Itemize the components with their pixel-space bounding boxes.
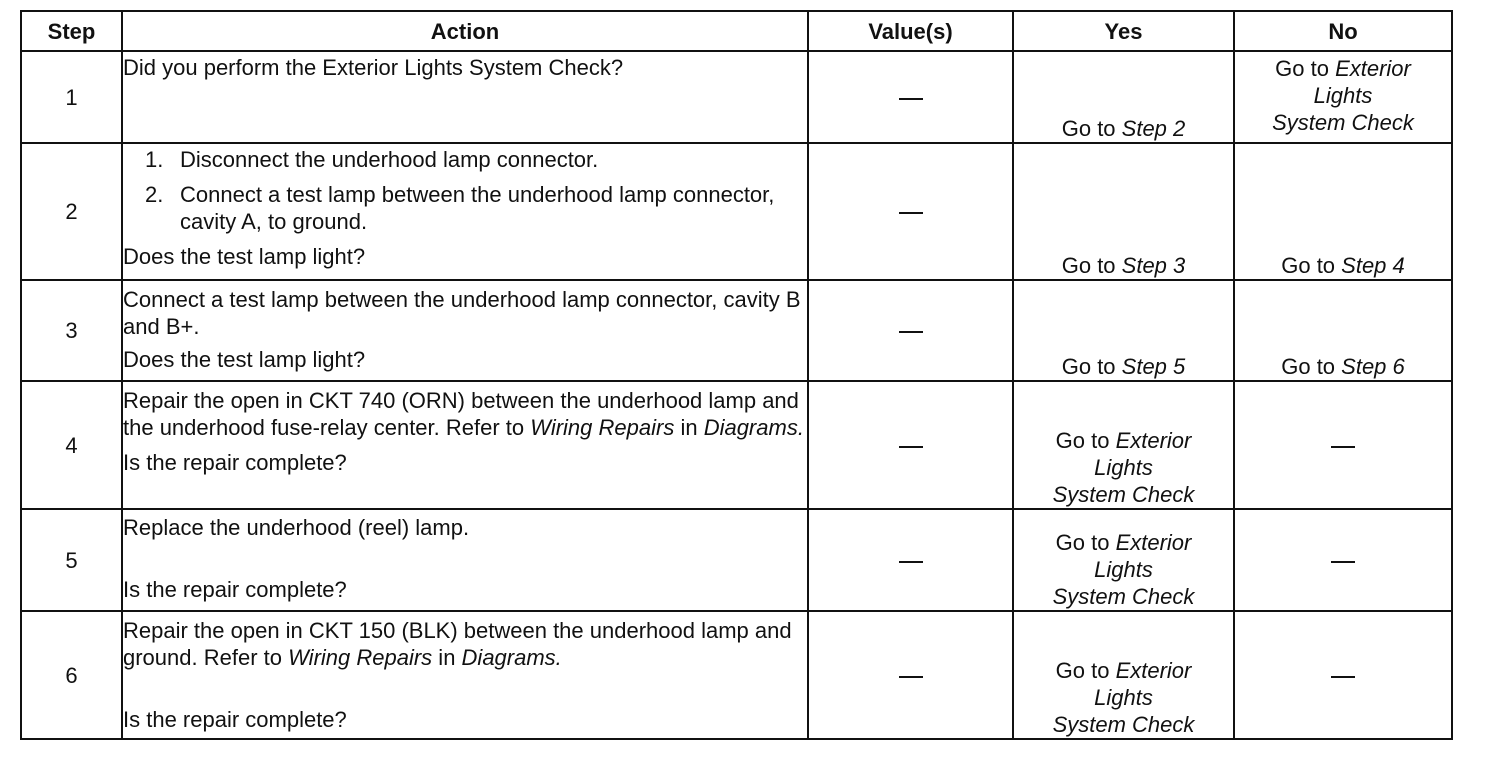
yes-link[interactable]: Step 2 [1121,116,1186,141]
yes-link-line1[interactable]: Exterior [1115,658,1192,683]
value-cell [808,51,1013,143]
value-cell [808,381,1013,509]
yes-cell[interactable] [1013,143,1234,280]
yes-prefix: Go to [1061,116,1122,141]
value-cell [808,509,1013,611]
no-cell [1234,509,1452,611]
no-prefix: Go to [1275,56,1336,81]
dash-mark [899,212,923,214]
dash-mark [899,331,923,333]
yes-link-line1[interactable]: Exterior [1115,530,1192,555]
table-row [21,143,1452,280]
action-text: Repair the open in CKT 150 (BLK) between the underhood lamp and ground. Refer to Wiring Repairs in Diagrams. [123,618,792,670]
no-cell[interactable] [1234,280,1452,381]
step-number: 1 [21,51,122,143]
yes-prefix: Go to [1055,530,1116,555]
dash-mark [1331,446,1355,448]
table-row [21,381,1452,509]
action-cell [122,381,808,509]
no-cell[interactable] [1234,51,1452,143]
action-cell [122,51,808,143]
header-values: Value(s) [808,11,1013,51]
diagnostic-table [20,10,1453,740]
yes-cell[interactable] [1013,509,1234,611]
no-prefix: Go to [1281,354,1342,379]
action-cell [122,280,808,381]
list-item: 2. Connect a test lamp between the underhood lamp connector, cavity A, to ground. [145,182,775,234]
yes-prefix: Go to [1055,428,1116,453]
action-text: Repair the open in CKT 740 (ORN) between the underhood lamp and the underhood fuse-relay center. Refer to Wiring Repairs in Diagrams. [123,388,804,440]
step-number: 5 [21,509,122,611]
ref-wiring-repairs: Wiring Repairs [530,415,675,440]
yes-link[interactable]: Step 3 [1121,253,1186,278]
header-no: No [1234,11,1452,51]
dash-mark [1331,561,1355,563]
no-prefix: Go to [1281,253,1342,278]
yes-cell[interactable] [1013,381,1234,509]
no-cell [1234,611,1452,739]
no-link-line2[interactable]: Lights [1313,83,1373,108]
action-question: Is the repair complete? [123,707,347,732]
yes-link[interactable]: Step 5 [1121,354,1186,379]
value-cell [808,280,1013,381]
yes-link-line3[interactable]: System Check [1052,482,1195,507]
step-number: 3 [21,280,122,381]
yes-cell[interactable] [1013,51,1234,143]
header-action: Action [122,11,808,51]
action-question: Does the test lamp light? [123,244,366,269]
no-link[interactable]: Step 4 [1341,253,1405,278]
yes-link-line2[interactable]: Lights [1094,557,1153,582]
header-yes: Yes [1013,11,1234,51]
step-number: 4 [21,381,122,509]
ref-diagrams: Diagrams. [703,415,804,440]
no-cell[interactable] [1234,143,1452,280]
action-question: Does the test lamp light? [123,347,366,372]
ref-diagrams: Diagrams. [461,645,562,670]
action-question: Is the repair complete? [123,577,347,602]
yes-link-line3[interactable]: System Check [1052,712,1195,737]
yes-link-line2[interactable]: Lights [1094,455,1153,480]
action-list [123,146,807,235]
action-question: Is the repair complete? [123,450,347,475]
step-number: 2 [21,143,122,280]
yes-prefix: Go to [1055,658,1116,683]
table-row [21,611,1452,739]
action-cell [122,509,808,611]
value-cell [808,611,1013,739]
yes-cell[interactable] [1013,611,1234,739]
table-row [21,280,1452,381]
no-link[interactable]: Step 6 [1341,354,1405,379]
step-number: 6 [21,611,122,739]
action-text: Connect a test lamp between the underhood lamp connector, cavity B and B+. [123,287,801,339]
yes-link-line1[interactable]: Exterior [1115,428,1192,453]
action-cell [122,143,808,280]
yes-prefix: Go to [1061,253,1122,278]
dash-mark [1331,676,1355,678]
no-link-line1[interactable]: Exterior [1335,56,1411,81]
ref-wiring-repairs: Wiring Repairs [288,645,433,670]
yes-prefix: Go to [1061,354,1122,379]
action-text: Replace the underhood (reel) lamp. [123,515,470,540]
table-row [21,509,1452,611]
list-item: 1. Disconnect the underhood lamp connector. [145,147,599,172]
dash-mark [899,676,923,678]
action-cell [122,611,808,739]
header-step: Step [21,11,122,51]
no-link-line3[interactable]: System Check [1272,110,1414,135]
value-cell [808,143,1013,280]
table-row [21,51,1452,143]
header-row [21,11,1452,51]
yes-cell[interactable] [1013,280,1234,381]
yes-link-line3[interactable]: System Check [1052,584,1195,609]
dash-mark [899,561,923,563]
dash-mark [899,98,923,100]
no-cell [1234,381,1452,509]
yes-link-line2[interactable]: Lights [1094,685,1153,710]
dash-mark [899,446,923,448]
action-text: Did you perform the Exterior Lights System Check? [123,55,624,80]
